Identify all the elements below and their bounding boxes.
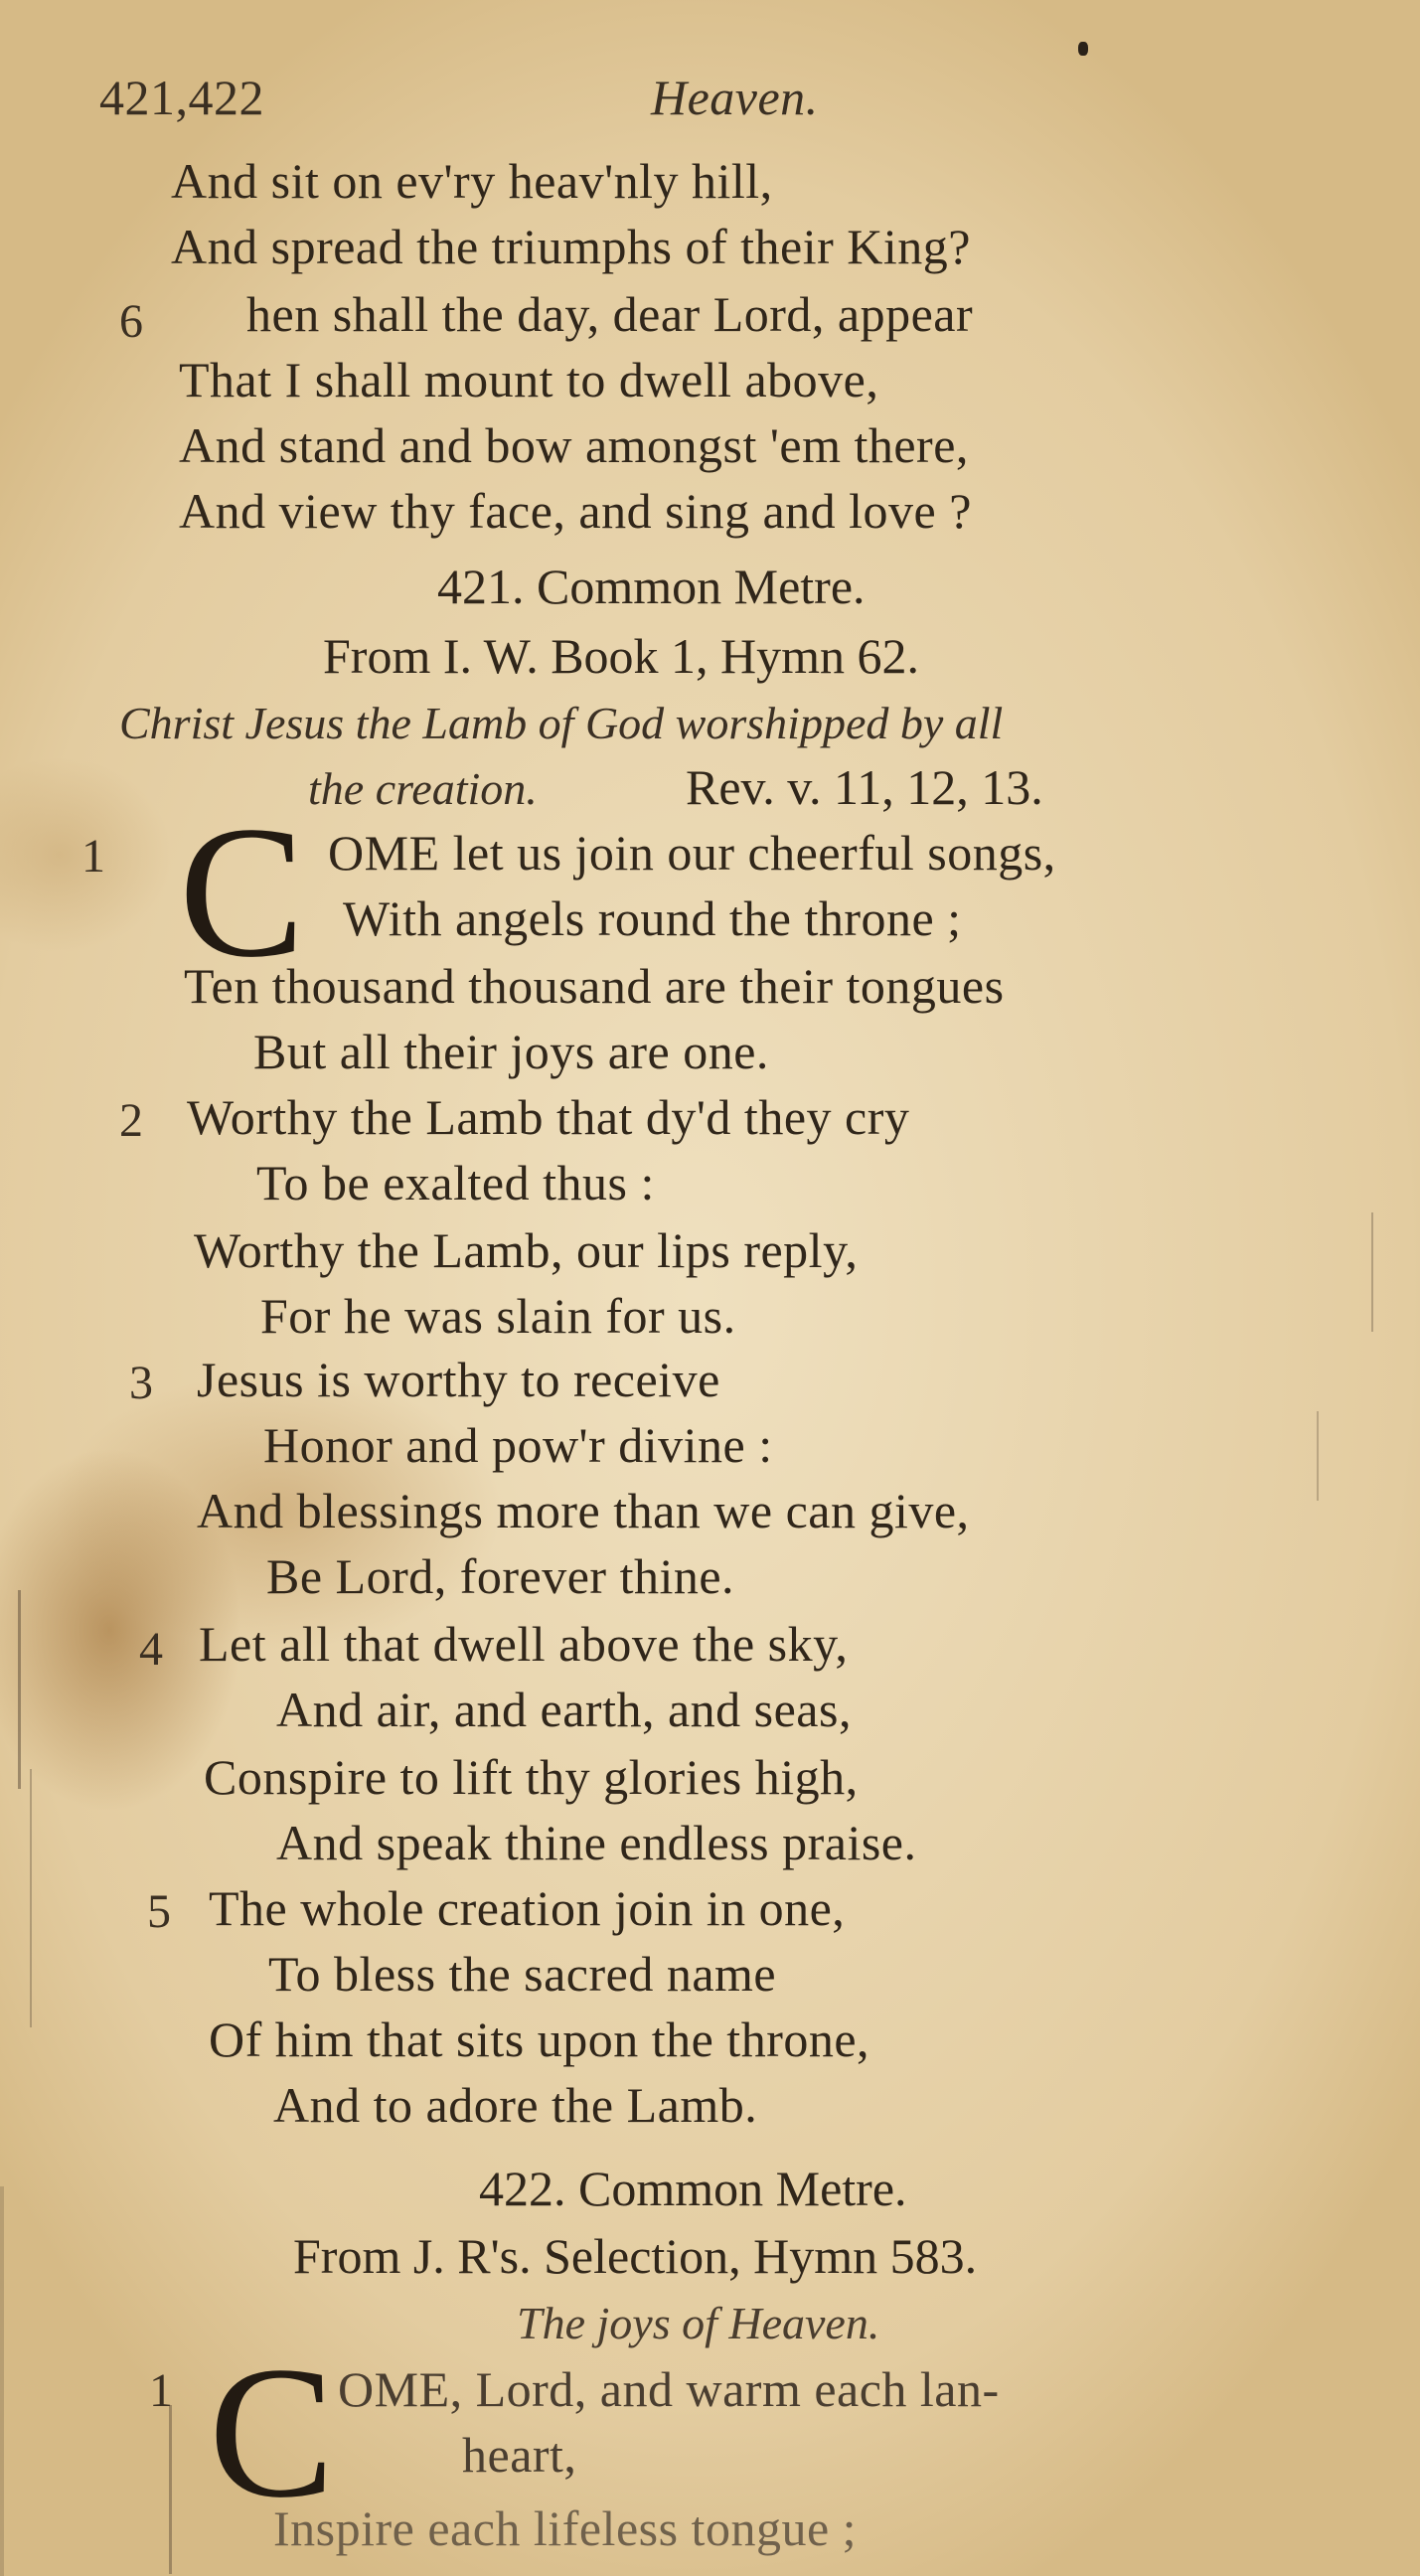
running-title: Heaven. xyxy=(651,70,819,125)
hymn-heading: 422. Common Metre. xyxy=(479,2161,907,2216)
margin-line xyxy=(18,1590,21,1789)
page-numbers: 421,422 xyxy=(99,70,264,125)
verse-line: Jesus is worthy to receive xyxy=(197,1352,720,1407)
verse-line: OME, Lord, and warm each lan- xyxy=(338,2361,1000,2417)
margin-line xyxy=(1371,1212,1373,1332)
verse-line: To bless the sacred name xyxy=(268,1946,777,2002)
verse-line: OME let us join our cheerful songs, xyxy=(328,825,1056,881)
margin-line xyxy=(169,2405,172,2574)
margin-line xyxy=(1317,1411,1319,1501)
verse-line: Conspire to lift thy glories high, xyxy=(204,1749,859,1805)
margin-line xyxy=(30,1769,32,2027)
stanza-number: 5 xyxy=(147,1885,171,1938)
verse-line: And blessings more than we can give, xyxy=(197,1483,970,1538)
verse-line: And speak thine endless praise. xyxy=(276,1815,917,1870)
drop-cap: C xyxy=(209,2329,335,2537)
stanza-number: 3 xyxy=(129,1357,153,1409)
verse-line: Worthy the Lamb that dy'd they cry xyxy=(187,1089,910,1145)
verse-line: And view thy face, and sing and love ? xyxy=(179,483,972,539)
hymn-heading: 421. Common Metre. xyxy=(437,559,866,614)
ink-speck xyxy=(1078,42,1088,56)
verse-line: Let all that dwell above the sky, xyxy=(199,1616,849,1672)
hymn-subtitle: Christ Jesus the Lamb of God worshipped by all xyxy=(119,698,1004,748)
verse-line: But all their joys are one. xyxy=(253,1024,769,1079)
verse-line: That I shall mount to dwell above, xyxy=(179,352,879,407)
hymn-subtitle: The joys of Heaven. xyxy=(517,2298,880,2348)
verse-line: hen shall the day, dear Lord, appear xyxy=(246,286,974,342)
hymn-subtitle: the creation. xyxy=(308,763,538,814)
hymn-source: From I. W. Book 1, Hymn 62. xyxy=(323,628,920,684)
verse-line: Honor and pow'r divine : xyxy=(263,1417,773,1473)
verse-line: Be Lord, forever thine. xyxy=(266,1548,735,1604)
stanza-number: 1 xyxy=(149,2364,173,2417)
verse-line: With angels round the throne ; xyxy=(343,890,962,946)
stanza-number: 6 xyxy=(119,295,143,348)
drop-cap: C xyxy=(179,788,305,997)
verse-line: heart, xyxy=(462,2427,577,2483)
verse-line: And stand and bow amongst 'em there, xyxy=(179,417,969,473)
verse-line: Of him that sits upon the throne, xyxy=(209,2012,870,2067)
stanza-number: 2 xyxy=(119,1094,143,1147)
verse-line: And air, and earth, and seas, xyxy=(276,1682,852,1737)
verse-line: And spread the triumphs of their King? xyxy=(171,219,971,274)
verse-line: And sit on ev'ry heav'nly hill, xyxy=(171,153,773,209)
verse-line: The whole creation join in one, xyxy=(209,1880,846,1936)
stanza-number: 1 xyxy=(81,830,105,883)
scripture-reference: Rev. v. 11, 12, 13. xyxy=(686,759,1043,815)
margin-line xyxy=(0,2186,4,2576)
verse-line: For he was slain for us. xyxy=(260,1288,736,1344)
verse-line: Inspire each lifeless tongue ; xyxy=(273,2500,858,2556)
hymn-source: From J. R's. Selection, Hymn 583. xyxy=(293,2228,978,2284)
verse-line: Ten thousand thousand are their tongues xyxy=(184,958,1005,1014)
verse-line: And to adore the Lamb. xyxy=(273,2077,758,2133)
verse-line: Worthy the Lamb, our lips reply, xyxy=(194,1222,859,1278)
verse-line: To be exalted thus : xyxy=(256,1155,655,1210)
stanza-number: 4 xyxy=(139,1623,163,1676)
